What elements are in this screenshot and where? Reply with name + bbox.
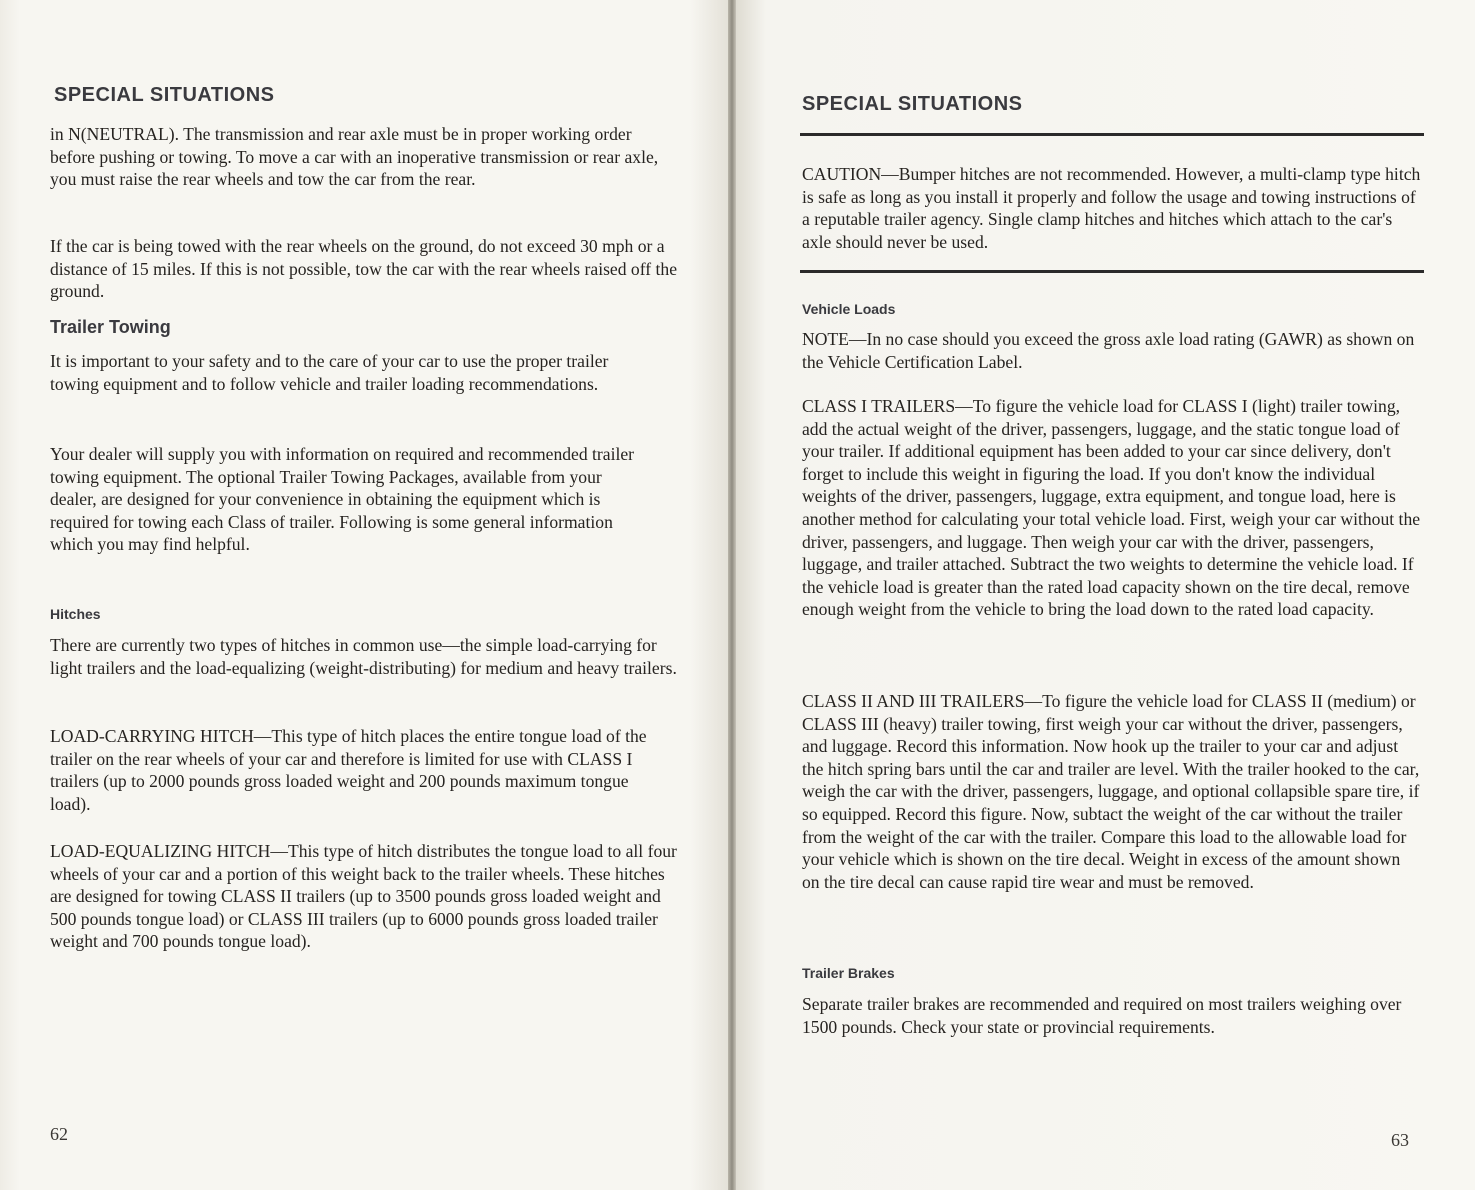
caution-paragraph: CAUTION—Bumper hitches are not recommended. However, a multi-clamp type hitch is safe as long as you install it properly and follow the usage and towing instructions of a reputable trailer agency. Single clamp hitches and hitches which attach to the car's axle should never be used. — [802, 164, 1421, 252]
vehicle-loads-heading: Vehicle Loads — [802, 301, 896, 317]
hitches-heading: Hitches — [50, 606, 101, 622]
load-carrying-hitch-paragraph: LOAD-CARRYING HITCH—This type of hitch places the entire tongue load of the trailer on the rear wheels of your car and therefore is limited for use with CLASS I trailers (up to 2000 pounds gross loaded weight and 200 pounds maximum tongue load). — [50, 726, 647, 814]
class-one-trailers-paragraph: CLASS I TRAILERS—To figure the vehicle load for CLASS I (light) trailer towing, add the actual weight of the driver, passengers, luggage, and the static tongue load of your trailer. If additional equipment has been added to your car since delivery, don't forget to include this weight in figuring the load. If you don't know the individual weights of the driver, passengers, luggage, extra equipment, and tongue load, here is another method for calculating your total vehicle load. First, weigh your car without the driver, passengers, and luggage. Then weigh your car with the driver, passengers, luggage, and trailer attached. Subtract the two weights to determine the vehicle load. If the vehicle load is greater than the rated load capacity shown on the tire decal, remove enough weight from the vehicle to bring the load down to the rated load capacity. — [802, 396, 1421, 620]
trailer-safety-paragraph: It is important to your safety and to the care of your car to use the proper trailer towing equipment and to follow vehicle and trailer loading recommendations. — [50, 351, 609, 394]
right-page-number: 63 — [1391, 1130, 1409, 1150]
rear-wheels-paragraph: If the car is being towed with the rear wheels on the ground, do not exceed 30 mph or a distance of 15 miles. If this is not possible, tow the car with the rear wheels raised off the ground. — [50, 236, 678, 302]
trailer-towing-heading: Trailer Towing — [50, 317, 171, 337]
left-page-number: 62 — [50, 1124, 68, 1144]
right-page-heading: SPECIAL SITUATIONS — [802, 93, 1023, 115]
gawr-note-paragraph: NOTE—In no case should you exceed the gross axle load rating (GAWR) as shown on the Vehicle Certification Label. — [802, 329, 1415, 372]
dealer-equipment-paragraph: Your dealer will supply you with information on required and recommended trailer towing equipment. The optional Trailer Towing Packages, available from your dealer, are designed for your convenience in obtaining the equipment which is required for towing each Class of trailer. Following is some general information which you may find helpful. — [50, 444, 635, 555]
hitch-types-paragraph: There are currently two types of hitches in common use—the simple load-carrying for light trailers and the load-equalizing (weight-distributing) for medium and heavy trailers. — [50, 635, 677, 678]
caution-top-rule — [800, 133, 1424, 136]
left-page-heading: SPECIAL SITUATIONS — [54, 84, 275, 106]
neutral-towing-paragraph: in N(NEUTRAL). The transmission and rear axle must be in proper working order before pushing or towing. To move a car with an inoperative transmission or rear axle, you must raise the rear wheels and tow the car from the rear. — [50, 124, 659, 190]
trailer-brakes-paragraph: Separate trailer brakes are recommended and required on most trailers weighing over 1500 pounds. Check your state or provincial requirements. — [802, 994, 1402, 1037]
book-gutter — [728, 0, 736, 1190]
class-two-three-trailers-paragraph: CLASS II AND III TRAILERS—To figure the vehicle load for CLASS II (medium) or CLASS III (heavy) trailer towing, first weigh your car without the driver, passengers, and luggage. Record this information. Now hook up the trailer to your car and adjust the hitch spring bars until the car and trailer are level. With the trailer hooked to the car, weigh the car with the driver, passengers, luggage, and optional collapsible spare tire, if so equipped. Record this figure. Now, subtact the weight of the car without the trailer from the weight of the car with the trailer. Compare this load to the allowable load for your vehicle which is shown on the tire decal. Weight in excess of the amount shown on the tire decal can cause rapid tire wear and must be removed. — [802, 691, 1420, 892]
right-page — [736, 0, 1475, 1190]
caution-bottom-rule — [800, 270, 1424, 273]
trailer-brakes-heading: Trailer Brakes — [802, 965, 895, 981]
load-equalizing-hitch-paragraph: LOAD-EQUALIZING HITCH—This type of hitch distributes the tongue load to all four wheels of your car and a portion of this weight back to the trailer wheels. These hitches are designed for towing CLASS II trailers (up to 3500 pounds gross loaded weight and 500 pounds tongue load) or CLASS III trailers (up to 6000 pounds gross loaded trailer weight and 700 pounds tongue load). — [50, 841, 677, 952]
left-page — [0, 0, 728, 1190]
